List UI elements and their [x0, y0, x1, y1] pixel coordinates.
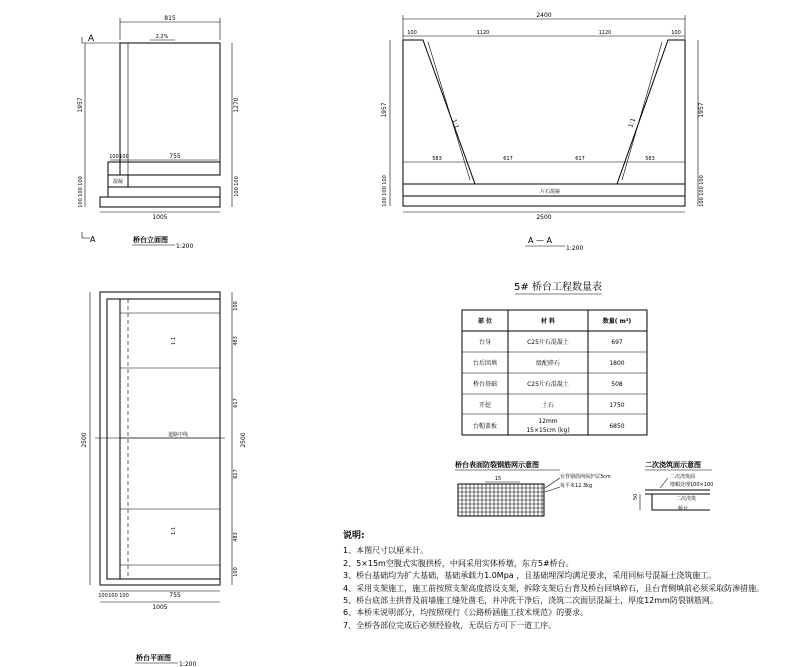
plan-dim-right-6: 100 — [233, 567, 239, 577]
front-dim-right-b: 100 — [234, 187, 240, 197]
front-top-label: 2.2% — [155, 34, 169, 40]
plan-dim-left: 2500 — [81, 432, 88, 448]
front-dim-left-b: 100 — [78, 187, 84, 197]
table-cell: C25片石混凝土 — [527, 339, 569, 346]
second-pour-label-1: 二次浇筑面 — [670, 474, 696, 480]
aa-scale: 1:200 — [566, 245, 584, 252]
aa-dim-right-c: 100 — [699, 197, 705, 207]
aa-dim-mid-2: 617 — [503, 156, 513, 162]
second-pour-title: 二次浇筑面示意图 — [645, 461, 701, 469]
front-dim-left-a: 100 — [78, 176, 84, 186]
notes-line: 3、桥台基础均为扩大基础，基础承载力1.0Mpa ，且基础埋深均满足要求，采用同标号混凝土浇筑施工。 — [343, 571, 717, 581]
plan-outline — [100, 292, 220, 585]
aa-dim-right-a: 100 — [699, 175, 705, 185]
plan-dim-right-3: 617 — [233, 398, 239, 408]
rebar-grid — [458, 484, 544, 516]
aa-dim-top-mid-r: 1120 — [598, 30, 612, 36]
table-cell: 台身 — [478, 339, 492, 346]
table-cell: 508 — [611, 381, 623, 388]
front-dim-left-upper: 1957 — [77, 97, 84, 113]
second-pour-label-3: 二次浇筑 — [676, 496, 697, 502]
second-pour-dim: 50 — [633, 493, 639, 500]
plan-dim-right-total: 2500 — [240, 432, 247, 448]
notes-line: 1、本图尺寸以厘米计。 — [343, 546, 429, 556]
plan-dim-bottom-2: 100 — [108, 593, 118, 599]
plan-mark-2: 1:1 — [171, 526, 177, 535]
aa-dim-top-right: 100 — [671, 30, 681, 36]
aa-slope-right: 1:1 — [627, 117, 638, 129]
plan-mark-1: 1:1 — [171, 336, 177, 345]
front-dim-cap-left: 755 — [169, 153, 181, 160]
aa-dim-left-a: 100 — [382, 175, 388, 185]
table-cell: 台帽盖板 — [472, 423, 498, 430]
aa-dim-bottom: 2500 — [536, 214, 552, 221]
table-cell: 6850 — [609, 423, 625, 430]
table-cell: 桥台基础 — [472, 381, 498, 388]
quantity-table — [462, 280, 647, 435]
aa-dim-top: 2400 — [536, 12, 552, 19]
plan-view — [81, 292, 247, 667]
plan-center-label: 道路中线 — [168, 432, 189, 438]
table-cell: 1800 — [609, 360, 625, 367]
notes-line: 7、全桥各部位完成后必须经验收，无误后方可下一道工序。 — [343, 620, 557, 630]
table-cell: 级配碎石 — [535, 360, 561, 367]
table-cell: 15×15cm (kg) — [526, 427, 570, 434]
aa-title: A — A — [528, 236, 553, 245]
front-title: 桥台立面图 — [133, 236, 168, 244]
section-mark-a-top: A — [88, 34, 95, 44]
table-header-cell: 部 位 — [477, 318, 493, 325]
front-dim-slab-mid: 100 — [119, 154, 129, 160]
notes-line: 5、桥台底部主拱背及前墙施工缝处凿毛，并冲洗干净后，浇筑二次面层混凝土，厚度12mm防裂钢筋网。 — [343, 596, 718, 606]
aa-dim-mid-4: 583 — [645, 156, 655, 162]
second-pour-detail — [633, 460, 713, 512]
notes-line: 2、5×15m空腹式实腹拱桥，中间采用实体桥墩，东方5#桥台。 — [343, 558, 574, 568]
aa-dim-left-b: 100 — [382, 186, 388, 196]
aa-slope-left: 1:1 — [450, 118, 461, 130]
aa-dim-left-c: 100 — [382, 197, 388, 207]
notes-block — [343, 530, 763, 632]
plan-dim-bottom-3: 100 — [119, 593, 129, 599]
plan-dim-right-1: 100 — [233, 301, 239, 311]
rebar-dim: 15 — [494, 476, 502, 482]
table-cell: 1750 — [609, 402, 625, 409]
rebar-label-2: 每平米12.3kg — [560, 483, 593, 489]
notes-line: 6、本桥未说明部分，均按照现行《公路桥涵施工技术规范》的要求。 — [343, 608, 589, 618]
front-dim-slab-top: 100 — [109, 154, 119, 160]
aa-dim-left: 1957 — [381, 102, 388, 118]
table-header-cell: 数量( m³) — [602, 318, 632, 325]
plan-dim-bottom-4: 755 — [169, 592, 181, 599]
table-cell: 697 — [611, 339, 623, 346]
front-elevation — [77, 15, 240, 250]
second-pour-label-4: 桥台 — [678, 506, 689, 512]
notes-title: 说明: — [343, 531, 365, 541]
second-pour-label-2: 墩帽处理100×100 — [670, 482, 714, 488]
plan-scale: 1:200 — [179, 661, 197, 667]
rebar-label-1: 台背钢筋网保护层3cm — [560, 474, 611, 480]
table-cell: 12mm — [538, 418, 558, 425]
plan-dim-right-4: 617 — [233, 469, 239, 479]
aa-dim-right: 1957 — [698, 102, 705, 118]
plan-dim-bottom-1: 100 — [98, 593, 108, 599]
aa-dim-mid-1: 583 — [432, 156, 442, 162]
aa-dim-right-b: 100 — [699, 186, 705, 196]
section-mark-a-bottom: A — [90, 235, 96, 244]
table-cell: 台后回填 — [472, 360, 498, 367]
aa-inner-label: 片石混凝 — [539, 189, 561, 195]
table-cell: 土石 — [541, 402, 555, 409]
aa-dim-top-left: 100 — [407, 30, 417, 36]
section-aa — [381, 12, 705, 252]
table-cell: C25片石混凝土 — [527, 381, 569, 388]
front-scale: 1:200 — [176, 243, 194, 250]
front-dim-left-c: 100 — [78, 198, 84, 208]
rebar-mesh-detail — [454, 460, 611, 516]
aa-dim-mid-3: 617 — [575, 156, 585, 162]
front-dim-bottom: 1005 — [152, 214, 168, 221]
aa-dim-top-mid-l: 1120 — [476, 30, 490, 36]
front-inner-label: 混凝 — [112, 179, 124, 185]
table-header-cell: 材 料 — [540, 318, 556, 325]
front-dim-top: 815 — [164, 15, 176, 22]
plan-dim-right-5: 483 — [233, 532, 239, 542]
table-cell: 开挖 — [478, 402, 492, 409]
plan-title: 桥台平面图 — [136, 654, 171, 662]
rebar-title: 桥台表面防裂钢筋网示意图 — [455, 461, 539, 469]
front-dim-right-a: 100 — [234, 176, 240, 186]
plan-dim-bottom-total: 1005 — [152, 604, 168, 611]
table-title: 5# 桥台工程数量表 — [514, 282, 602, 293]
notes-line: 4、采用支架施工，施工前按照支架高度搭设支架，拆除支架后台背及桥台回填碎石，且台背侧填前必须采取防渗措施。 — [343, 583, 765, 593]
plan-dim-right-2: 483 — [233, 336, 239, 346]
front-dim-right: 1270 — [233, 97, 240, 113]
